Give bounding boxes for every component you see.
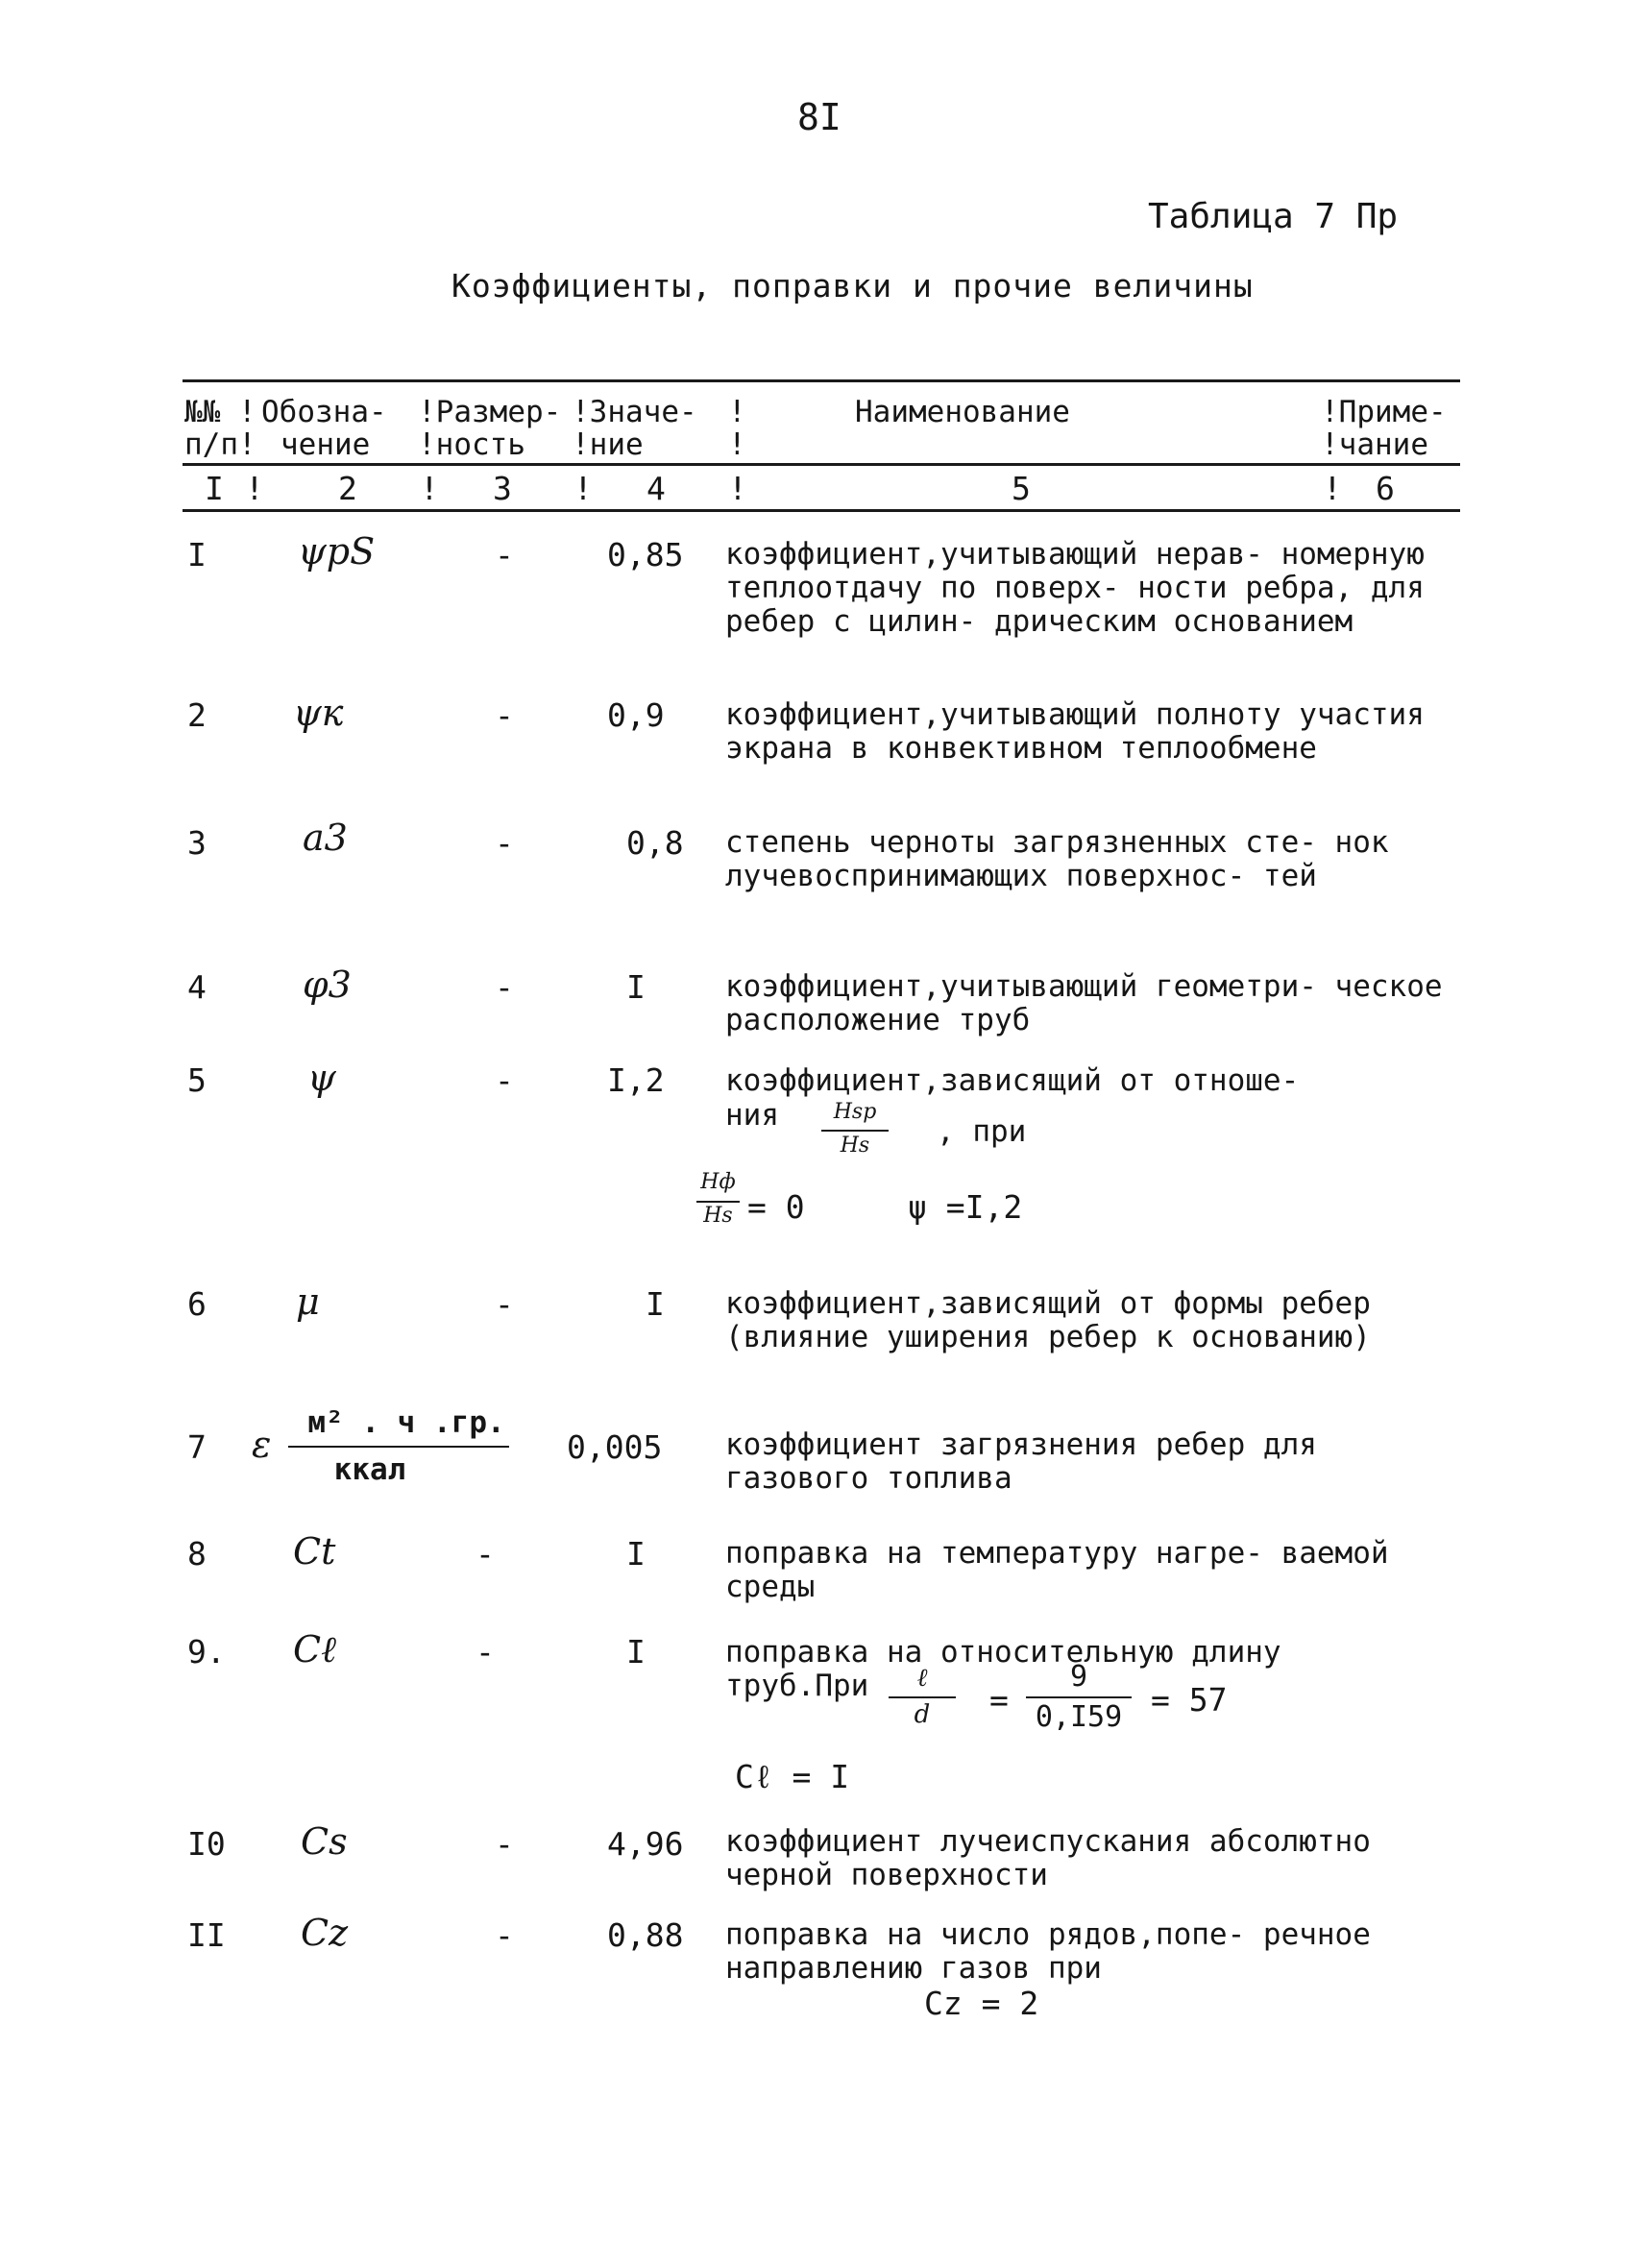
header-col3-line1: !Размер- [418, 395, 562, 429]
header-col5: Наименование [855, 395, 1070, 429]
header-col1-line1: №№ ! [184, 395, 256, 429]
row-dimension: - [495, 968, 514, 1006]
row-number: 4 [187, 968, 207, 1006]
colnum-5: 5 [1012, 470, 1031, 507]
fraction-bar [889, 1696, 956, 1698]
dimension-denominator: ккал [333, 1452, 406, 1487]
dimension-bar [288, 1446, 509, 1448]
row-symbol: ψрS [298, 530, 376, 573]
colnum-3: 3 [493, 470, 512, 507]
row-number: 2 [187, 696, 207, 734]
row-name: коэффициент,зависящий от формы ребер (влияние уширения ребер к основанию) [725, 1286, 1371, 1354]
colnum-2: 2 [338, 470, 357, 507]
row-name: коэффициент,учитывающий нерав- номерную теплоотдачу по поверх- ности ребра, для ребер с цилин- дрическим основанием [725, 537, 1425, 639]
row-value: I,2 [607, 1061, 665, 1099]
row-value: I [646, 1285, 665, 1323]
row-symbol: Cs [301, 1820, 348, 1863]
row-number: I [187, 536, 207, 573]
row-name: степень черноты загрязненных сте- нок лучевоспринимающих поверхнос- тей [725, 825, 1389, 893]
row-symbol: φ3 [303, 963, 352, 1006]
header-bottom-rule [183, 509, 1460, 512]
condition-equals: = 0 [747, 1188, 805, 1226]
row-value: 0,88 [607, 1916, 684, 1954]
table-title: Коэффициенты, поправки и прочие величины [451, 267, 1254, 305]
row-symbol: Cℓ [293, 1628, 336, 1671]
row-number: II [187, 1916, 226, 1954]
fraction2-denominator: 0,I59 [1035, 1700, 1123, 1734]
fraction-denominator: Hs [840, 1134, 870, 1158]
condition-denominator: Hs [703, 1204, 733, 1228]
colnum-sep: ! [728, 470, 747, 507]
row-symbol: Cz [301, 1912, 349, 1954]
row-value: 0,85 [607, 536, 684, 573]
colnum-sep: ! [245, 470, 264, 507]
row-number: 5 [187, 1061, 207, 1099]
condition-bar [696, 1201, 740, 1203]
row-name: поправка на число рядов,попе- речное направлению газов при [725, 1917, 1371, 1986]
row-name: поправка на температуру нагре- ваемой среды [725, 1536, 1389, 1604]
header-col4-line1: !Значе- [572, 395, 697, 429]
header-col3-line2: !ность [418, 427, 525, 462]
row-dimension: - [495, 1825, 514, 1863]
row-number: 3 [187, 824, 207, 862]
row-number: I0 [187, 1825, 226, 1863]
row-name-tail: , при [937, 1114, 1027, 1149]
fraction-result: = 57 [1151, 1681, 1228, 1719]
page-number: 8I [797, 96, 841, 138]
row-name: коэффициент,зависящий от отноше- [725, 1063, 1300, 1098]
table-label: Таблица 7 Пр [1148, 197, 1399, 236]
row-number: 6 [187, 1285, 207, 1323]
row-dimension: - [495, 824, 514, 862]
row-symbol: а3 [303, 817, 348, 859]
row-dimension: - [476, 1633, 495, 1671]
header-col4-line2: !ние [572, 427, 644, 462]
row-value: 0,8 [626, 824, 684, 862]
row-dimension: - [495, 1916, 514, 1954]
header-mid-rule [183, 463, 1460, 466]
row-number: 8 [187, 1535, 207, 1573]
row-symbol: ψк [293, 692, 344, 734]
row-name: коэффициент,учитывающий геометри- ческое расположение труб [725, 969, 1443, 1037]
row-symbol: ψ [307, 1057, 336, 1099]
row-value: I [626, 1633, 646, 1671]
row-dimension: - [495, 1061, 514, 1099]
condition-numerator: Hф [700, 1170, 736, 1194]
colnum-sep: ! [1323, 470, 1342, 507]
row-name: поправка на относительную длину [725, 1635, 1281, 1670]
row-number: 7 [187, 1428, 207, 1466]
row-symbol: μ [296, 1280, 320, 1323]
fraction-numerator: ℓ [916, 1664, 928, 1693]
row-name-continued: труб.При [725, 1669, 869, 1703]
header-col6-line2: !чание [1321, 427, 1428, 462]
colnum-6: 6 [1376, 470, 1395, 507]
row-name: коэффициент,учитывающий полноту участия экрана в конвективном теплообмене [725, 697, 1425, 766]
row-dimension: - [495, 696, 514, 734]
row-value: I [626, 968, 646, 1006]
fraction-bar [821, 1130, 889, 1132]
row-dimension: - [476, 1535, 495, 1573]
row-name: коэффициент загрязнения ребер для газового топлива [725, 1427, 1317, 1496]
fraction2-numerator: 9 [1069, 1660, 1088, 1694]
header-col5-sep2: ! [728, 427, 746, 462]
row-condition: Cz = 2 [924, 1985, 1039, 2022]
condition-result: ψ =I,2 [908, 1188, 1023, 1226]
row-value: 4,96 [607, 1825, 684, 1863]
colnum-sep: ! [420, 470, 439, 507]
colnum-1: I [205, 470, 224, 507]
row-dimension: - [495, 536, 514, 573]
colnum-4: 4 [646, 470, 666, 507]
row-dimension: - [495, 1285, 514, 1323]
row-value: I [626, 1535, 646, 1573]
header-col5-sep1: ! [728, 395, 746, 429]
header-top-rule [183, 379, 1460, 382]
row-name-continued: ния [725, 1098, 779, 1133]
row-number: 9. [187, 1633, 226, 1671]
header-col6-line1: !Приме- [1321, 395, 1447, 429]
header-col2-line1: Обозна- [261, 395, 387, 429]
fraction-denominator: d [914, 1700, 931, 1729]
colnum-sep: ! [573, 470, 593, 507]
row-symbol: Ct [293, 1530, 336, 1573]
fraction2-bar [1026, 1696, 1132, 1698]
header-col2-line2: чение [280, 427, 371, 462]
fraction-equals: = [989, 1681, 1009, 1719]
row-name: коэффициент лучеиспускания абсолютно черной поверхности [725, 1824, 1371, 1892]
row-symbol: ε [252, 1424, 272, 1466]
row-value: 0,9 [607, 696, 665, 734]
header-col1-line2: п/п! [184, 427, 256, 462]
row-condition: Cℓ = I [735, 1758, 850, 1795]
row-value: 0,005 [567, 1428, 663, 1466]
dimension-numerator: м² . ч .гр. [307, 1405, 505, 1440]
fraction-numerator: Hsр [833, 1100, 877, 1124]
